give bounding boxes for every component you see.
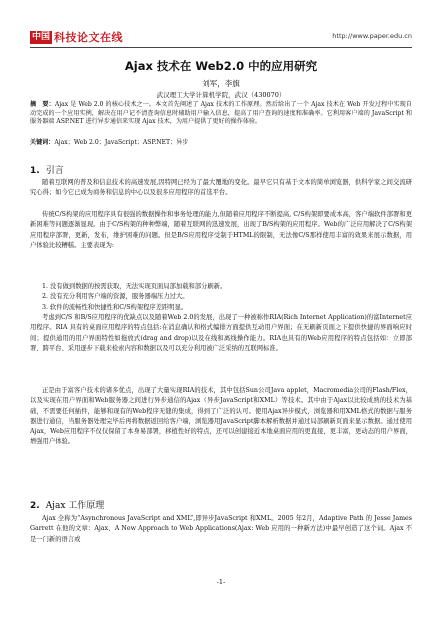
header-rule [30, 47, 412, 48]
issue-list [42, 282, 412, 313]
logo-text: 科技论文在线 [54, 31, 124, 44]
list-item: 3. 软件的流畅性和快捷性和C/S构架程序差距明显。 [42, 303, 188, 311]
keywords-text: Ajax；Web 2.0；JavaScript；ASP.NET；异步 [54, 139, 189, 146]
section-number: 1. [30, 166, 40, 176]
abstract [30, 101, 412, 127]
section-number: 2. [30, 501, 40, 511]
list-item: 2. 没有充分利用客户端的资源，服务器端压力过大。 [42, 293, 189, 301]
keywords [30, 139, 412, 148]
abstract-text: Ajax 是 Web 2.0 的核心技术之一。本文首先阐述了 Ajax 技术的工作原理。然后给出了一个 Ajax 技术在 Web 开发过程中实现自动完成的一个应用实例，解决在用户记不清查询信息时辅助用户输入信息，提高了用户查询的速度和准确率。它利用客户端的 JavaScript 和服务器端 ASP.NET 进行异步通信来实现 Ajax 技术，为用户提供了更好的操作体验。 [30, 101, 412, 126]
site-logo [30, 30, 123, 44]
paper-affiliation: 武汉理工大学计算机学院，武汉（430070） [156, 91, 286, 99]
section-heading-1 [30, 163, 64, 176]
page-number: -1- [216, 578, 226, 586]
logo-badge: 中国 [32, 31, 51, 42]
page-header [30, 30, 412, 46]
abstract-label: 摘 要： [30, 101, 55, 108]
paragraph: 传统C/S构架的应用程序具有很强的数据操作和事务处理的能力,但随着应用程序不断提高, C/S构架即要成本高，客户端软件部署和更新困难等问题逐渐显现。由于C/S构架的种种弊端，随着互联网的迅速发展，出现了B/S构架的应用程序。Web的广泛应用解决了C/S构架应用程序部署，更新，发布，维护困难的问题。但是B/S应用程序受制于HTML的限制，无法像C/S那样使用丰富的效果来展示数据，用户体验比较糟糕。主要表现为: [30, 211, 412, 249]
paper-authors: 刘军，李旗 [202, 79, 240, 88]
site-url: http://www.paper.edu.cn [332, 32, 412, 40]
list-item: 1. 没有做到数据的按需获取，无法实现页面局部加载和部分刷新。 [42, 283, 227, 290]
section-title: Ajax 工作原理 [45, 501, 105, 511]
paragraph: Ajax 全称为“Asynchronous JavaScript and XML”,即异步JavaScript 和XML。2005 年2月，Adaptive Path 的 Jesse James Garrett 在他的文章：Ajax、A New Approach to Web Applications(Ajax: Web 应用的一种新方法)中最早创造了这个词。Ajax 不是一门新的语言或 [30, 515, 412, 543]
keywords-label: 关键词： [30, 139, 55, 146]
paragraph: 正是由于富客户技术的诸多优点，出现了大量实现RIA的技术，其中包括Sun公司Java applet，Macromedia公司的Flash/Flex，以及实现在用户界面和Web服务器之间进行异步通信的Ajax（异步JavaScript和XML）等技术。其中由于Ajax以比较成熟的技术为基础，不需要任何插件，能够和现有的Web程序无缝的集成，得到了广泛的认可。使用Ajax异步模式，浏览器和用XML格式的数据与服务器进行通信，当服务器处理完毕后再将数据返回给客户端，浏览器用JavaScript脚本解析数据并通过局部刷新页面来显示数据。通过使用Ajax，Web应用程序不仅仅保留了本身易部署，移植性好的特点，还可以创建接近本地桌面应用的更直接，更丰富，更动态的用户界面，增强用户体验。 [30, 387, 412, 446]
section-title: 引言 [45, 166, 64, 176]
paper-title: Ajax 技术在 Web2.0 中的应用研究 [124, 59, 318, 73]
section-heading-2 [30, 498, 104, 511]
paragraph: 随着互联网的普及和信息技术的高速发展,因特网已经为了最大覆地的变化。最早它只有基于文本的简单浏览器，供科学家之间交流研究心得；如今它已成为商务和信息的中心以及很多应用程序的首选平台。 [30, 179, 412, 197]
paragraph: 考虑到C/S 和B/S应用程序的优缺点以及随着Web 2.0的发展，出现了一种被称作RIA(Rich Internet Application)的富Internet应用程序。RIA 具有的桌面应用程序的特点包括:在消息确认和格式编排方面提供互动用户界面；在无刷新页面之下提供快捷的界面响应时间；提供通用的用户界面特性如拖放式(drag and drop)以及在线和离线操作能力。RIA也具有的Web应用程序的特点包括如：立即部署、跨平台、采用逐步下载来检索内容和数据以及可以充分利用被广泛采纳的互联网标准。 [30, 314, 412, 352]
